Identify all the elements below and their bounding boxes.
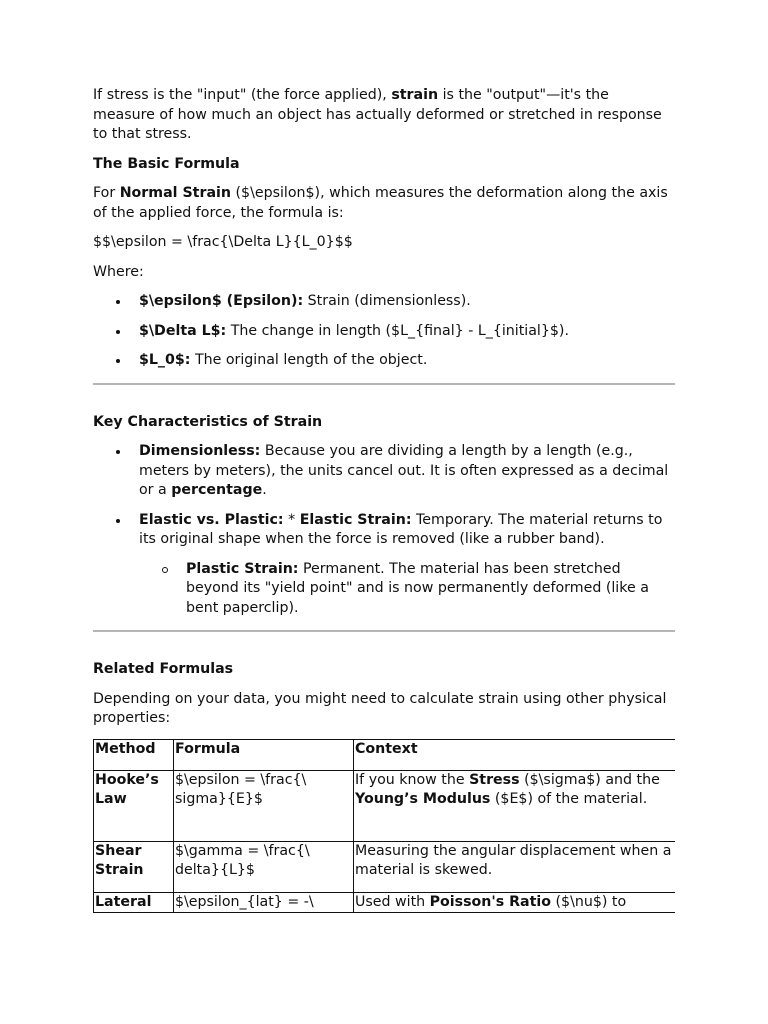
list-item bbox=[93, 511, 675, 619]
definition: The change in length ($L_{final} - L_{initial}$). bbox=[226, 322, 569, 339]
youngs-modulus-bold: Young’s Modulus bbox=[355, 791, 491, 807]
table-header-row bbox=[94, 739, 676, 770]
elastic-strain-bold: Elastic Strain: bbox=[299, 511, 412, 528]
percentage-bold: percentage bbox=[171, 482, 263, 498]
definition: Temporary. The material returns to its original shape when the force is removed (like a rubber band). bbox=[139, 511, 663, 547]
related-intro: Depending on your data, you might need to calculate strain using other physical properties: bbox=[93, 690, 667, 726]
table-row bbox=[94, 841, 676, 892]
list-item bbox=[93, 322, 675, 342]
term: $\Delta L$: bbox=[139, 322, 227, 339]
list-item bbox=[93, 442, 675, 501]
context-text: Used with bbox=[355, 893, 430, 910]
characteristics-list bbox=[93, 442, 675, 618]
method-cell: Shear Strain bbox=[95, 842, 144, 878]
context-text: ($\nu$) to bbox=[551, 893, 627, 910]
sub-list-item bbox=[139, 560, 675, 619]
formula-cell: $\epsilon = \frac{\ sigma}{E}$ bbox=[174, 770, 354, 841]
column-header: Method bbox=[94, 739, 174, 770]
document-page bbox=[93, 86, 675, 914]
formula-cell: $\gamma = \frac{\ delta}{L}$ bbox=[174, 841, 354, 892]
context-text: If you know the bbox=[355, 771, 470, 788]
formulas-table-wrap bbox=[93, 739, 675, 914]
normal-strain-bold: Normal Strain bbox=[119, 185, 231, 201]
divider bbox=[93, 383, 675, 385]
strain-formula: $$\epsilon = \frac{\Delta L}{L_0}$$ bbox=[93, 234, 353, 250]
list-item bbox=[93, 351, 675, 371]
context-cell: Measuring the angular displacement when a material is skewed. bbox=[354, 841, 676, 892]
table-row bbox=[94, 770, 676, 841]
definition: Permanent. The material has been stretched beyond its "yield point" and is now permanently deformed (like a bent paperclip). bbox=[186, 560, 649, 616]
basic-formula-heading: The Basic Formula bbox=[93, 155, 240, 172]
formula-cell: $\epsilon_{lat} = -\ bbox=[174, 892, 354, 913]
where-label: Where: bbox=[93, 263, 144, 280]
key-characteristics-heading: Key Characteristics of Strain bbox=[93, 413, 323, 430]
term: Elastic vs. Plastic: bbox=[139, 511, 284, 528]
definition: The original length of the object. bbox=[190, 352, 428, 368]
term: $L_0$: bbox=[139, 352, 191, 368]
intro-paragraph bbox=[93, 86, 675, 145]
context-text: ($E$) of the material. bbox=[490, 791, 648, 807]
formulas-table bbox=[93, 739, 675, 914]
normal-strain-paragraph bbox=[93, 184, 675, 223]
term: Dimensionless: bbox=[139, 443, 261, 459]
intro-text: If stress is the "input" (the force applied), bbox=[93, 87, 392, 103]
sub-list bbox=[139, 560, 675, 619]
list-item bbox=[93, 292, 675, 312]
method-cell: Hooke’s Law bbox=[95, 771, 159, 807]
context-text: ($\sigma$) and the bbox=[519, 771, 660, 788]
column-header: Formula bbox=[174, 739, 354, 770]
definition: Because you are dividing a length by a length (e.g., meters by meters), the units cancel out. It is often expressed as a decimal or a bbox=[139, 443, 669, 498]
term: $\epsilon$ (Epsilon): bbox=[139, 293, 304, 309]
stress-bold: Stress bbox=[469, 771, 520, 788]
definition: Strain (dimensionless). bbox=[303, 293, 471, 309]
poissons-ratio-bold: Poisson's Ratio bbox=[429, 893, 552, 910]
para-text: For bbox=[93, 185, 120, 201]
context-cell bbox=[354, 892, 676, 913]
table-row bbox=[94, 892, 676, 913]
term: Plastic Strain: bbox=[186, 560, 299, 577]
related-formulas-heading: Related Formulas bbox=[93, 661, 234, 677]
period: . bbox=[262, 482, 267, 498]
para-text-rest: ($\epsilon$), which measures the deformation along the axis of the applied force, the formula is: bbox=[93, 185, 668, 221]
intro-strain-bold: strain bbox=[391, 87, 439, 103]
context-cell bbox=[354, 770, 676, 841]
method-cell: Lateral bbox=[95, 893, 152, 910]
variable-list bbox=[93, 292, 675, 371]
intro-text-rest: is the "output"—it's the measure of how much an object has actually deformed or stretched in response to that stress. bbox=[93, 87, 662, 142]
column-header: Context bbox=[354, 739, 676, 770]
asterisk: * bbox=[283, 511, 300, 528]
divider bbox=[93, 630, 675, 632]
